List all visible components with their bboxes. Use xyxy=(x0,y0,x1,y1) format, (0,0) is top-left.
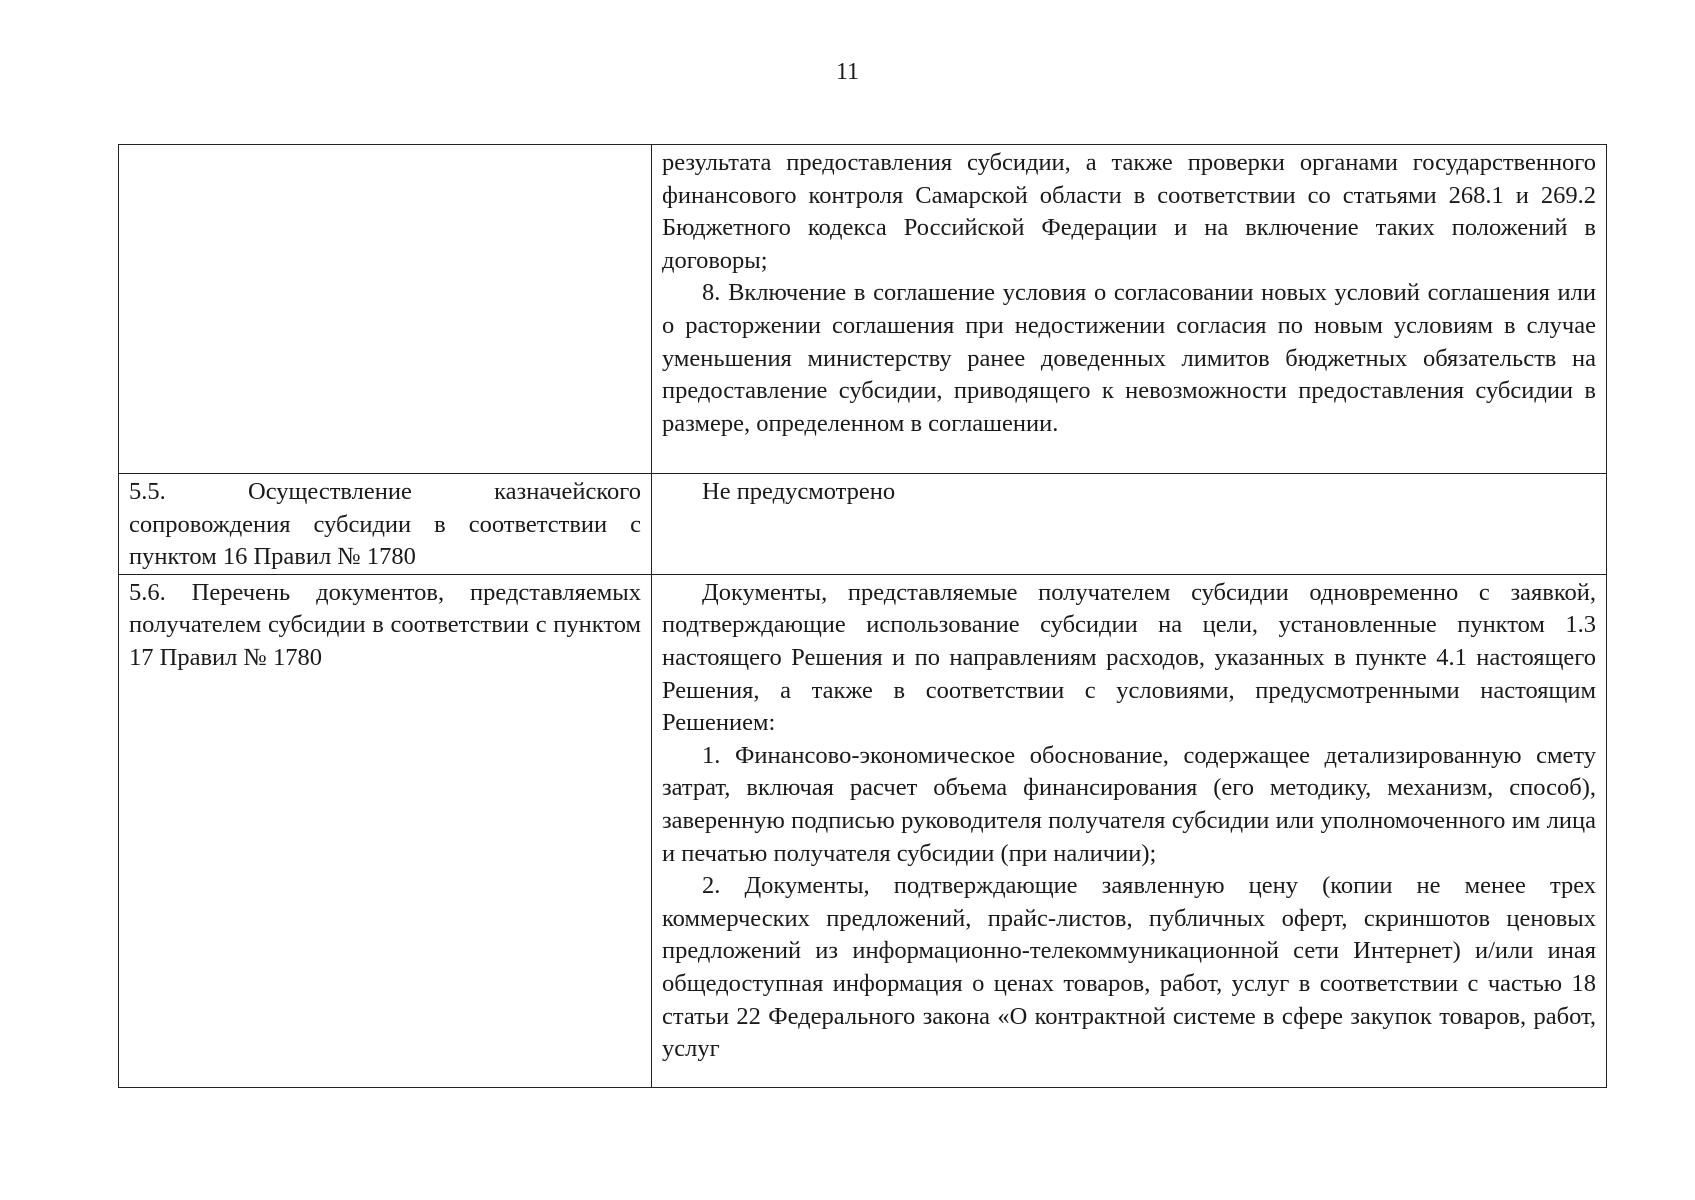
table-cell-right xyxy=(652,574,1607,1087)
paragraph: 8. Включение в соглашение условия о согласовании новых условий соглашения или о расторжении соглашения при недостижении согласия по новым условиям в случае уменьшения министерству ранее доведенных лимитов бюджетных обязательств на предоставление субсидии, приводящего к невозможности предоставления субсидии в размере, определенном в соглашении. xyxy=(662,279,1596,437)
table-row xyxy=(119,474,1607,575)
section-label: 5.6. Перечень документов, представляемых получателем субсидии в соответствии с пунктом 17 Правил № 1780 xyxy=(129,578,641,671)
paragraph: Не предусмотрено xyxy=(702,478,896,505)
table-cell-right xyxy=(652,474,1607,575)
table-row xyxy=(119,574,1607,1087)
table-cell-left xyxy=(119,574,652,1087)
table-row xyxy=(119,145,1607,474)
table-cell-left xyxy=(119,474,652,575)
paragraph: результата предоставления субсидии, а также проверки органами государственного финансового контроля Самарской области в соответствии со статьями 268.1 и 269.2 Бюджетного кодекса Российской Федерации и на включение таких положений в договоры; xyxy=(662,149,1596,274)
paragraph: Документы, представляемые получателем субсидии одновременно с заявкой, подтверждающие использование субсидии на цели, установленные пунктом 1.3 настоящего Решения и по направлениям расходов, указанных в пункте 4.1 настоящего Решения, а также в соответствии с условиями, предусмотренными настоящим Решением: xyxy=(662,578,1596,737)
section-label: 5.5. Осуществление казначейского сопровождения субсидии в соответствии с пунктом 16 Правил № 1780 xyxy=(129,478,641,571)
table-cell-left xyxy=(119,145,652,474)
table-cell-right xyxy=(652,145,1607,474)
paragraph: 1. Финансово-экономическое обоснование, содержащее детализированную смету затрат, включая расчет объема финансирования (его методику, механизм, способ), заверенную подписью руководителя получателя субсидии или уполномоченного им лица и печатью получателя субсидии (при наличии); xyxy=(662,741,1596,867)
paragraph: 2. Документы, подтверждающие заявленную цену (копии не менее трех коммерческих предложений, прайс-листов, публичных оферт, скриншотов ценовых предложений из информационно-телекоммуникационной сети Интернет) и/или иная общедоступная информация о ценах товаров, работ, услуг в соответствии с частью 18 статьи 22 Федерального закона «О контрактной системе в сфере закупок товаров, работ, услуг xyxy=(662,872,1596,1063)
requirements-table xyxy=(118,144,1607,1088)
page-number: 11 xyxy=(835,59,860,85)
